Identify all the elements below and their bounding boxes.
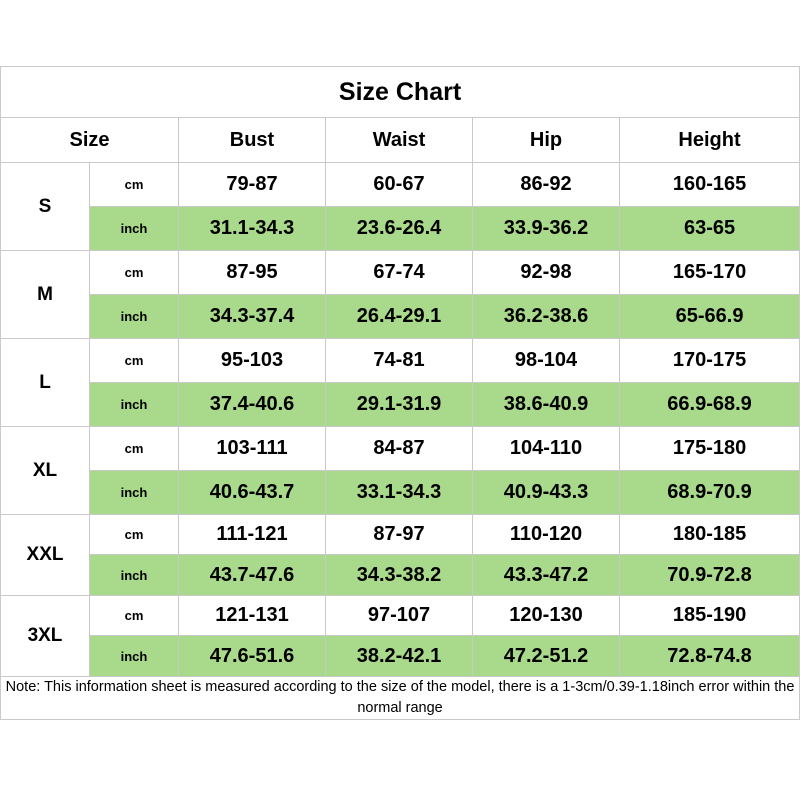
waist-value: 34.3-38.2 (326, 555, 473, 596)
height-value: 63-65 (620, 207, 800, 251)
height-value: 175-180 (620, 427, 800, 471)
table-row (1, 295, 800, 339)
height-value: 165-170 (620, 251, 800, 295)
bust-value: 103-111 (179, 427, 326, 471)
header-hip: Hip (473, 118, 620, 163)
unit-label: cm (90, 515, 179, 555)
bust-value: 111-121 (179, 515, 326, 555)
hip-value: 40.9-43.3 (473, 471, 620, 515)
hip-value: 120-130 (473, 596, 620, 636)
size-label: M (1, 251, 90, 339)
size-label: S (1, 163, 90, 251)
hip-value: 86-92 (473, 163, 620, 207)
waist-value: 84-87 (326, 427, 473, 471)
height-value: 66.9-68.9 (620, 383, 800, 427)
waist-value: 97-107 (326, 596, 473, 636)
hip-value: 38.6-40.9 (473, 383, 620, 427)
height-value: 70.9-72.8 (620, 555, 800, 596)
unit-label: inch (90, 636, 179, 677)
unit-label: inch (90, 207, 179, 251)
table-row (1, 596, 800, 636)
header-waist: Waist (326, 118, 473, 163)
size-label: XXL (1, 515, 90, 596)
unit-label: cm (90, 339, 179, 383)
header-height: Height (620, 118, 800, 163)
table-row (1, 339, 800, 383)
bust-value: 31.1-34.3 (179, 207, 326, 251)
header-bust: Bust (179, 118, 326, 163)
table-row (1, 515, 800, 555)
height-value: 68.9-70.9 (620, 471, 800, 515)
size-label: L (1, 339, 90, 427)
hip-value: 98-104 (473, 339, 620, 383)
waist-value: 38.2-42.1 (326, 636, 473, 677)
waist-value: 26.4-29.1 (326, 295, 473, 339)
size-chart (0, 66, 799, 720)
waist-value: 33.1-34.3 (326, 471, 473, 515)
hip-value: 43.3-47.2 (473, 555, 620, 596)
table-row (1, 555, 800, 596)
measurement-note: Note: This information sheet is measured according to the size of the model, there is a 1-3cm/0.39-1.18inch error within the normal range (1, 677, 800, 720)
waist-value: 74-81 (326, 339, 473, 383)
table-row (1, 636, 800, 677)
unit-label: inch (90, 383, 179, 427)
table-row (1, 471, 800, 515)
height-value: 170-175 (620, 339, 800, 383)
chart-title: Size Chart (1, 67, 800, 118)
size-table (0, 66, 800, 720)
bust-value: 43.7-47.6 (179, 555, 326, 596)
bust-value: 40.6-43.7 (179, 471, 326, 515)
bust-value: 95-103 (179, 339, 326, 383)
table-row (1, 207, 800, 251)
waist-value: 87-97 (326, 515, 473, 555)
header-row (1, 118, 800, 163)
hip-value: 92-98 (473, 251, 620, 295)
waist-value: 23.6-26.4 (326, 207, 473, 251)
table-row (1, 383, 800, 427)
table-row (1, 163, 800, 207)
unit-label: inch (90, 471, 179, 515)
bust-value: 87-95 (179, 251, 326, 295)
unit-label: cm (90, 163, 179, 207)
bust-value: 34.3-37.4 (179, 295, 326, 339)
size-label: 3XL (1, 596, 90, 677)
header-size: Size (1, 118, 179, 163)
hip-value: 36.2-38.6 (473, 295, 620, 339)
bust-value: 79-87 (179, 163, 326, 207)
bust-value: 47.6-51.6 (179, 636, 326, 677)
height-value: 160-165 (620, 163, 800, 207)
waist-value: 29.1-31.9 (326, 383, 473, 427)
table-row (1, 427, 800, 471)
height-value: 185-190 (620, 596, 800, 636)
height-value: 65-66.9 (620, 295, 800, 339)
waist-value: 67-74 (326, 251, 473, 295)
hip-value: 110-120 (473, 515, 620, 555)
hip-value: 104-110 (473, 427, 620, 471)
size-label: XL (1, 427, 90, 515)
bust-value: 121-131 (179, 596, 326, 636)
note-row (1, 677, 800, 720)
unit-label: inch (90, 295, 179, 339)
bust-value: 37.4-40.6 (179, 383, 326, 427)
hip-value: 47.2-51.2 (473, 636, 620, 677)
unit-label: cm (90, 596, 179, 636)
unit-label: cm (90, 251, 179, 295)
unit-label: inch (90, 555, 179, 596)
unit-label: cm (90, 427, 179, 471)
height-value: 180-185 (620, 515, 800, 555)
hip-value: 33.9-36.2 (473, 207, 620, 251)
table-row (1, 251, 800, 295)
waist-value: 60-67 (326, 163, 473, 207)
height-value: 72.8-74.8 (620, 636, 800, 677)
